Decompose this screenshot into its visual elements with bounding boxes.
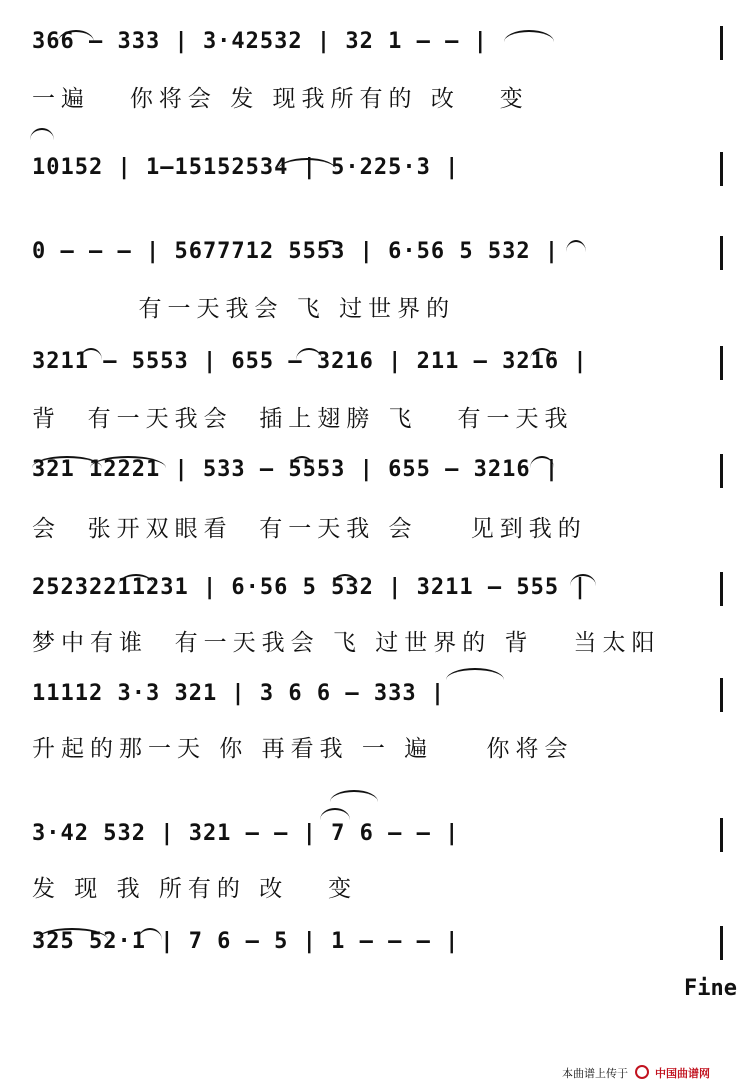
score-row-4 xyxy=(0,342,755,382)
slur-icon xyxy=(30,128,54,140)
notation-line: 3211 — 5553 | 655 — 3216 | 211 — 3216 | xyxy=(32,349,588,374)
notation-line: 321 12221 | 533 — 5553 | 655 — 3216 | xyxy=(32,457,560,482)
slur-icon xyxy=(570,574,596,586)
slur-icon xyxy=(504,30,554,42)
barline xyxy=(720,236,723,270)
lyric-line: 一遍 你将会 发 现我所有的 改 变 xyxy=(32,86,529,112)
notation-line: 25232211231 | 6·56 5 532 | 3211 — 555 | xyxy=(32,575,588,600)
footer-site-name: 中国曲谱网 xyxy=(655,1067,710,1080)
fine-label: Fine xyxy=(684,976,737,1001)
score-row-7 xyxy=(0,674,755,714)
barline xyxy=(720,152,723,186)
footer-prefix: 本曲谱上传于 xyxy=(562,1067,628,1080)
slur-icon xyxy=(330,790,378,802)
notation-line: 11112 3·3 321 | 3 6 6 — 333 | xyxy=(32,681,446,706)
barline xyxy=(720,678,723,712)
slur-icon xyxy=(320,808,350,820)
notation-line: 325 52·1 | 7 6 — 5 | 1 — — — | xyxy=(32,929,460,954)
score-row-6 xyxy=(0,568,755,608)
notation-line: 366 — 333 | 3·42532 | 32 1 — — | xyxy=(32,29,488,54)
notation-line: 10152 | 1—15152534 | 5·225·3 | xyxy=(32,155,460,180)
barline xyxy=(720,572,723,606)
notation-line: 3·42 532 | 321 — — | 7 6 — — | xyxy=(32,821,460,846)
lyric-line: 升起的那一天 你 再看我 一 遍 你将会 xyxy=(32,736,574,762)
barline xyxy=(720,926,723,960)
footer-credit xyxy=(562,1065,710,1081)
score-row-5 xyxy=(0,450,755,490)
score-row-2 xyxy=(0,148,755,188)
barline xyxy=(720,346,723,380)
barline xyxy=(720,26,723,60)
notation-line: 0 — — — | 5677712 5553 | 6·56 5 532 | xyxy=(32,239,560,264)
lyric-line: 发 现 我 所有的 改 变 xyxy=(32,876,358,902)
barline xyxy=(720,454,723,488)
lyric-line: 会 张开双眼看 有一天我 会 见到我的 xyxy=(32,516,587,542)
score-row-3 xyxy=(0,232,755,272)
site-logo-icon xyxy=(635,1065,649,1079)
lyric-line: 有一天我会 飞 过世界的 xyxy=(32,296,456,322)
score-row-9 xyxy=(0,922,755,962)
barline xyxy=(720,818,723,852)
score-row-1 xyxy=(0,22,755,62)
slur-icon xyxy=(446,668,504,680)
lyric-line: 梦中有谁 有一天我会 飞 过世界的 背 当太阳 xyxy=(32,630,661,656)
slur-icon xyxy=(566,240,586,252)
score-row-8 xyxy=(0,814,755,854)
lyric-line: 背 有一天我会 插上翅膀 飞 有一天我 xyxy=(32,406,574,432)
